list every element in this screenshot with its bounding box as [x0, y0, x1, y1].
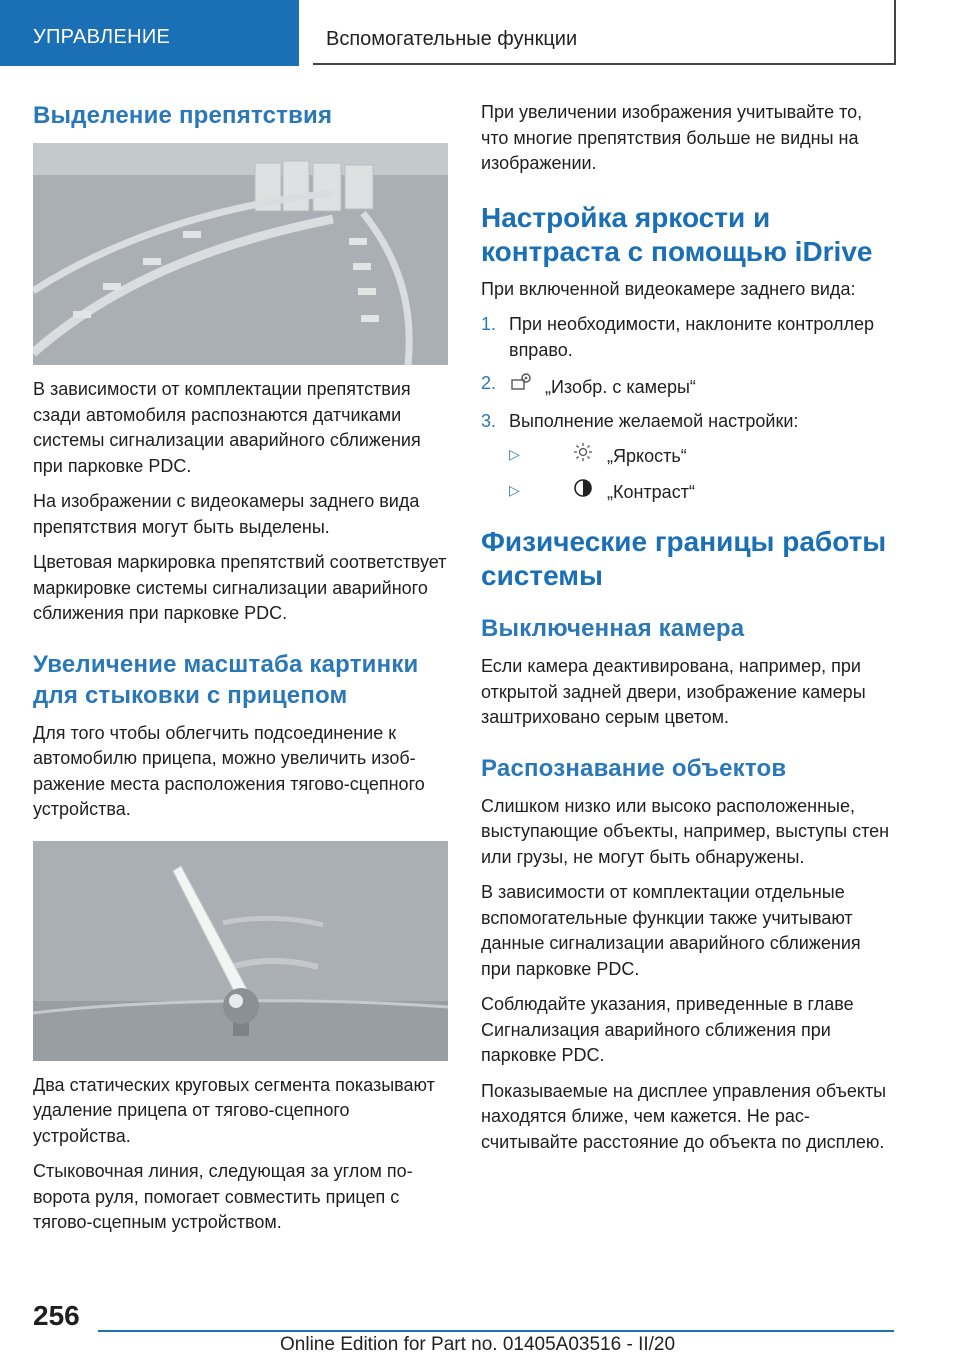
step-text: „Изобр. с камеры“ — [545, 377, 696, 397]
right-column — [481, 100, 891, 1165]
text-obstacles-2: На изображении с видеокамеры заднего вида препятствия могут быть выделены. — [33, 491, 420, 537]
text-objects-2: В зависимости от комплектации отдельные вспомогательные функции также учитывают данные сигнализации аварийного сближения при парковке PDC. — [481, 882, 861, 979]
page-number: 256 — [33, 1300, 80, 1331]
sun-icon — [571, 442, 595, 470]
text-zoom-2: Два статических круговых сегмента показывают удаление прицепа от тягово-сцепного устройства. — [33, 1074, 435, 1146]
heading-brightness: Настройка яркости и контраста с помощью iDrive — [481, 201, 873, 267]
text-objects-1: Слишком низко или высоко расположенные, выступающие объекты, например, выступы стен или грузы, не могут быть обнаружены. — [481, 795, 890, 867]
substep-text: „Контраст“ — [607, 481, 695, 502]
heading-objects: Распознавание объектов — [481, 754, 787, 782]
step-text: Выполнение желаемой настройки: — [509, 410, 799, 431]
text-obstacles-3: Цветовая маркировка препятствий соответствует маркировке системы сигнализации аварийного сближения при парковке PDC. — [33, 552, 447, 623]
step-marker-icon: ▷ — [509, 481, 520, 498]
step-number: 1. — [481, 314, 497, 334]
text-camera-off: Если камера деактивирована, например, при открытой задней двери, изображение камеры заштриховано серым цветом. — [481, 656, 866, 727]
text-zoom-1: Для того чтобы облегчить подсоединение к автомобилю прицепа, можно увеличить изображение места расположения тягово-сцепного устройства. — [33, 722, 425, 819]
contrast-icon — [571, 478, 595, 506]
step-number: 2. — [481, 373, 497, 393]
footer-rule — [98, 1330, 894, 1332]
heading-camera-off: Выключенная камера — [481, 615, 745, 642]
substep-brightness — [509, 442, 891, 470]
step-1 — [481, 312, 891, 363]
left-column — [33, 100, 451, 1246]
text-zoom-3: Стыковочная линия, следующая за углом поворота руля, помогает совместить прицеп с тягово-сцепным устройством. — [33, 1161, 413, 1232]
heading-obstacles: Выделение препятствия — [33, 102, 333, 129]
heading-limits: Физические границы работы системы — [481, 526, 887, 591]
text-zoom-note: При увеличении изображения учитывайте то, что многие препятствия больше не видны на изображении. — [481, 102, 863, 173]
step-text: При необходимости, наклоните контроллер вправо. — [509, 314, 875, 360]
heading-zoom: Увеличение масштаба картинки для стыковки с прицепом — [33, 650, 419, 709]
step-number: 3. — [481, 410, 497, 431]
step-2 — [481, 371, 891, 401]
text-obstacles-1: В зависимости от комплектации препятствия сзади автомобиля распознаются датчиками системы сигнализации аварийного сближения при парковке PDC. — [33, 379, 421, 476]
header-chapter-label: Вспомогательные функции — [326, 28, 578, 50]
substep-text: „Яркость“ — [607, 446, 687, 466]
header-section-label: УПРАВЛЕНИЕ — [33, 26, 171, 48]
step-marker-icon: ▷ — [509, 446, 520, 462]
text-objects-4: Показываемые на дисплее управления объекты находятся ближе, чем кажется. Не рассчитывайте расстояние до объекта по дисплею. — [481, 1080, 887, 1152]
edition-info: Online Edition for Part no. 01405A03516 - II/20 — [280, 1334, 676, 1355]
step-3 — [481, 409, 891, 435]
text-objects-3: Соблюдайте указания, приведенные в главе Сигнализация аварийного сближения при парковке PDC. — [481, 994, 854, 1065]
header-chapter-tab — [313, 0, 896, 65]
substep-contrast — [509, 478, 891, 506]
text-brightness-intro: При включенной видеокамере заднего вида: — [481, 278, 856, 299]
obstacle-camera-image — [33, 143, 448, 365]
camera-settings-icon — [509, 371, 533, 401]
hitch-camera-image — [33, 841, 448, 1061]
header-section-tab — [0, 0, 299, 66]
